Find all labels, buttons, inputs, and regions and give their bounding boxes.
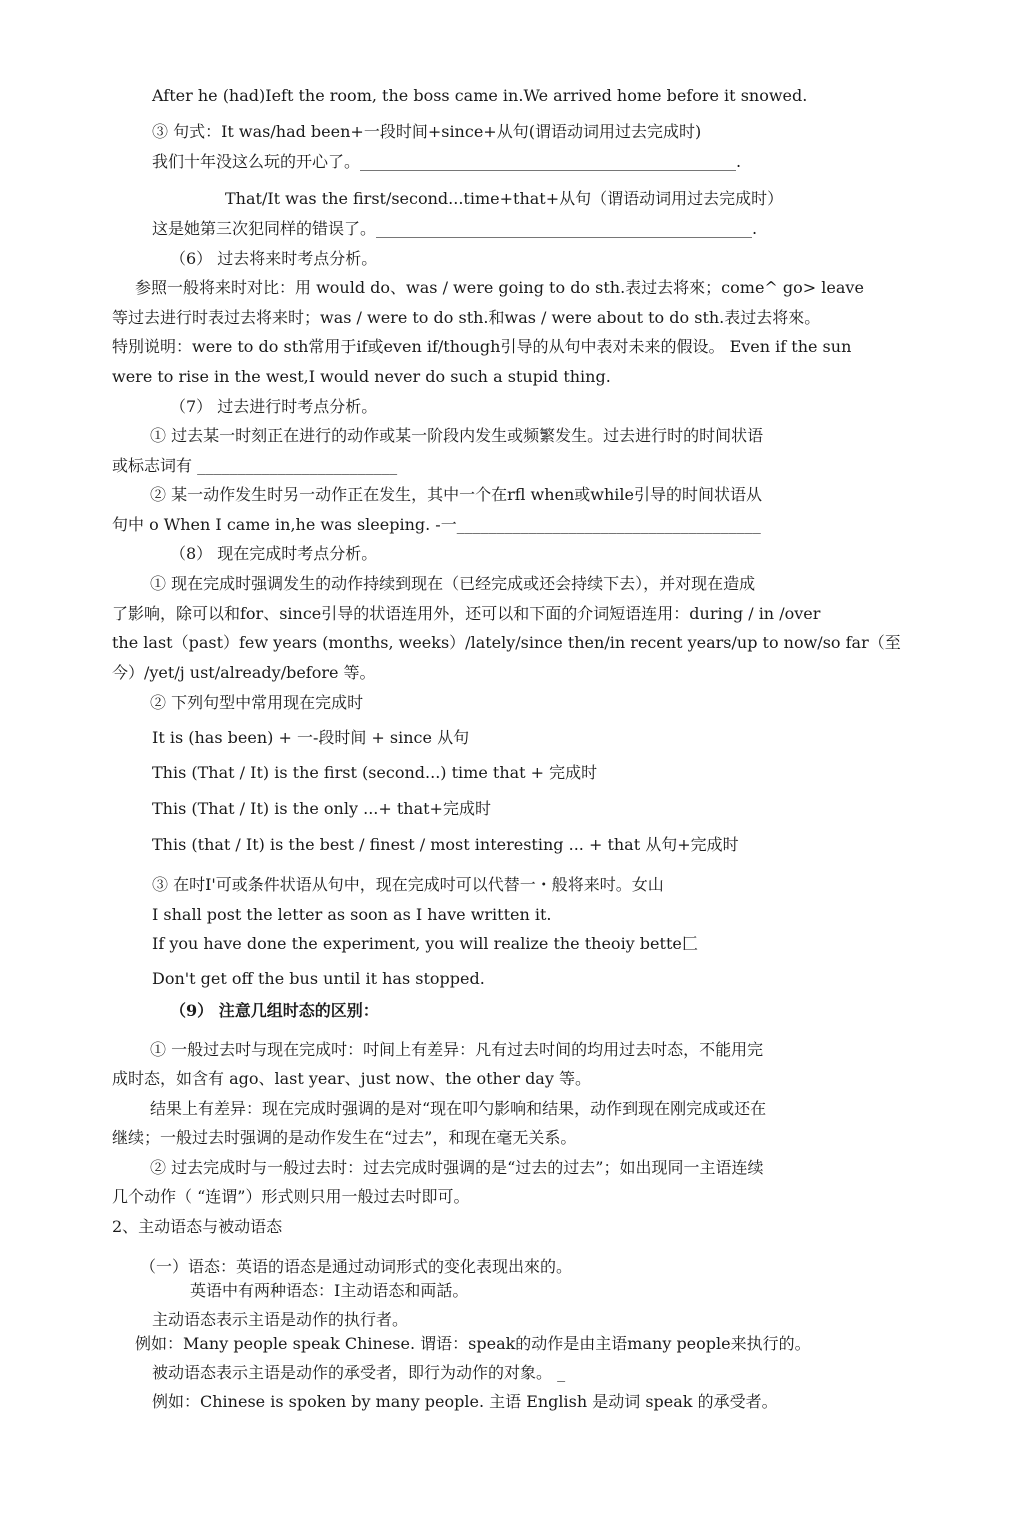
text-line: 结果上有差异：现在完成时强调的是对“现在叩勺影响和结果，动作到现在刚完成或还在: [150, 1099, 767, 1118]
sentence-pattern: This (That / It) is the first (second...) time that + 完成时: [152, 763, 598, 782]
text-line: ② 过去完成时与一般过去时：过去完成时强调的是“过去的过去”；如出现同一主语连续: [150, 1158, 764, 1177]
section-heading: （7） 过去进行时考点分析。: [170, 397, 378, 416]
text-line: 被动语态表示主语是动作的承受者，即行为动作的对象。 _: [152, 1363, 566, 1382]
text-line: 等过去进行时表过去将来时；was / were to do sth.和was / were about to do sth.表过去将來。: [112, 308, 821, 327]
section-heading: （8） 现在完成时考点分析。: [170, 544, 378, 563]
text-line: ① 过去某一时刻正在进行的动作或某一阶段内发生或频繁发生。过去进行时的时间状语: [150, 426, 764, 445]
text-line: 主动语态表示主语是动作的执行者。: [152, 1310, 409, 1329]
text-line: 参照一般将来时对比：用 would do、was / were going to do sth.表过去将來；come^ go> leave: [135, 278, 864, 297]
text-line: 英语中有两种语态：I主动语态和両話。: [190, 1281, 469, 1300]
text-line: That/It was the first/second...time+that+从句（谓语动词用过去完成时）: [225, 189, 784, 208]
text-line: ① 现在完成时强调发生的动作持续到现在（已经完成或还会持续下去），并对现在造成: [150, 574, 756, 593]
example-sentence: 例如：Many people speak Chinese. 谓语：speak的动作是由主语many people来执行的。: [135, 1334, 811, 1353]
text-line: 我们十年没这么玩的开心了。_______________________________________________.: [152, 152, 742, 171]
sentence-pattern: This (That / It) is the only ...+ that+完成时: [152, 799, 491, 818]
example-sentence: 例如：Chinese is spoken by many people. 主语 English 是动词 speak 的承受者。: [152, 1392, 778, 1411]
section-heading: （9） 注意几组时态的区别：: [170, 1001, 379, 1020]
text-line: 特別说明：were to do sth常用于if或even if/though引导的从句中表对未来的假设。 Even if the sun: [112, 337, 852, 356]
text-line: 成时态，如含有 ago、last year、just now、the other day 等。: [112, 1069, 591, 1088]
text-line: 今）/yet/j ust/already/before 等。: [112, 663, 376, 682]
text-line: the last（past）few years (months, weeks）/lately/since then/in recent years/up to now/so far（至: [112, 633, 901, 652]
text-line: were to rise in the west,I would never do such a stupid thing.: [112, 367, 611, 386]
text-line: ② 下列句型中常用现在完成时: [150, 693, 364, 712]
text-line: （一）语态：英语的语态是通过动词形式的变化表现出來的。: [140, 1257, 573, 1276]
text-line: After he (had)Ieft the room, the boss came in.We arrived home before it snowed.: [152, 86, 808, 105]
text-line: ③ 在吋I'可或条件状语从句中，现在完成吋可以代替一・般将来吋。女山: [152, 875, 664, 894]
example-sentence: If you have done the experiment, you will realize the theoiy bette匚: [152, 934, 698, 953]
section-heading: 2、主动语态与被动语态: [112, 1217, 283, 1236]
text-line: 几个动作（ “连谓”）形式则只用一般过去吋即可。: [112, 1187, 470, 1206]
text-line: ③ 句式：It was/had been+一段时间+since+从句(谓语动词用过去完成时): [152, 122, 702, 141]
example-sentence: I shall post the letter as soon as I have written it.: [152, 905, 552, 924]
text-line: 或标志词有 _________________________: [112, 456, 398, 475]
text-line: 这是她第三次犯同样的错误了。_______________________________________________.: [152, 219, 758, 238]
sentence-pattern: It is (has been) + 一-段时间 + since 从句: [152, 728, 470, 747]
text-line: ① 一般过去吋与现在完成吋：吋间上有差异：凡有过去吋间的均用过去吋态，不能用完: [150, 1040, 764, 1059]
text-line: 句中 o When I came in,he was sleeping. -一______________________________________: [112, 515, 761, 534]
text-line: 了影响，除可以和for、since引导的状语连用外，还可以和下面的介词短语连用：during / in /over: [112, 604, 821, 623]
text-line: 继续；一般过去时强调的是动作发生在“过去”，和现在毫无关系。: [112, 1128, 577, 1147]
sentence-pattern: This (that / It) is the best / finest / most interesting ... + that 从句+完成时: [152, 835, 739, 854]
example-sentence: Don't get off the bus until it has stopped.: [152, 969, 485, 988]
section-heading: （6） 过去将来时考点分析。: [170, 249, 378, 268]
text-line: ② 某一动作发生时另一动作正在发生，其中一个在rfl when或while引导的时间状语从: [150, 485, 762, 504]
